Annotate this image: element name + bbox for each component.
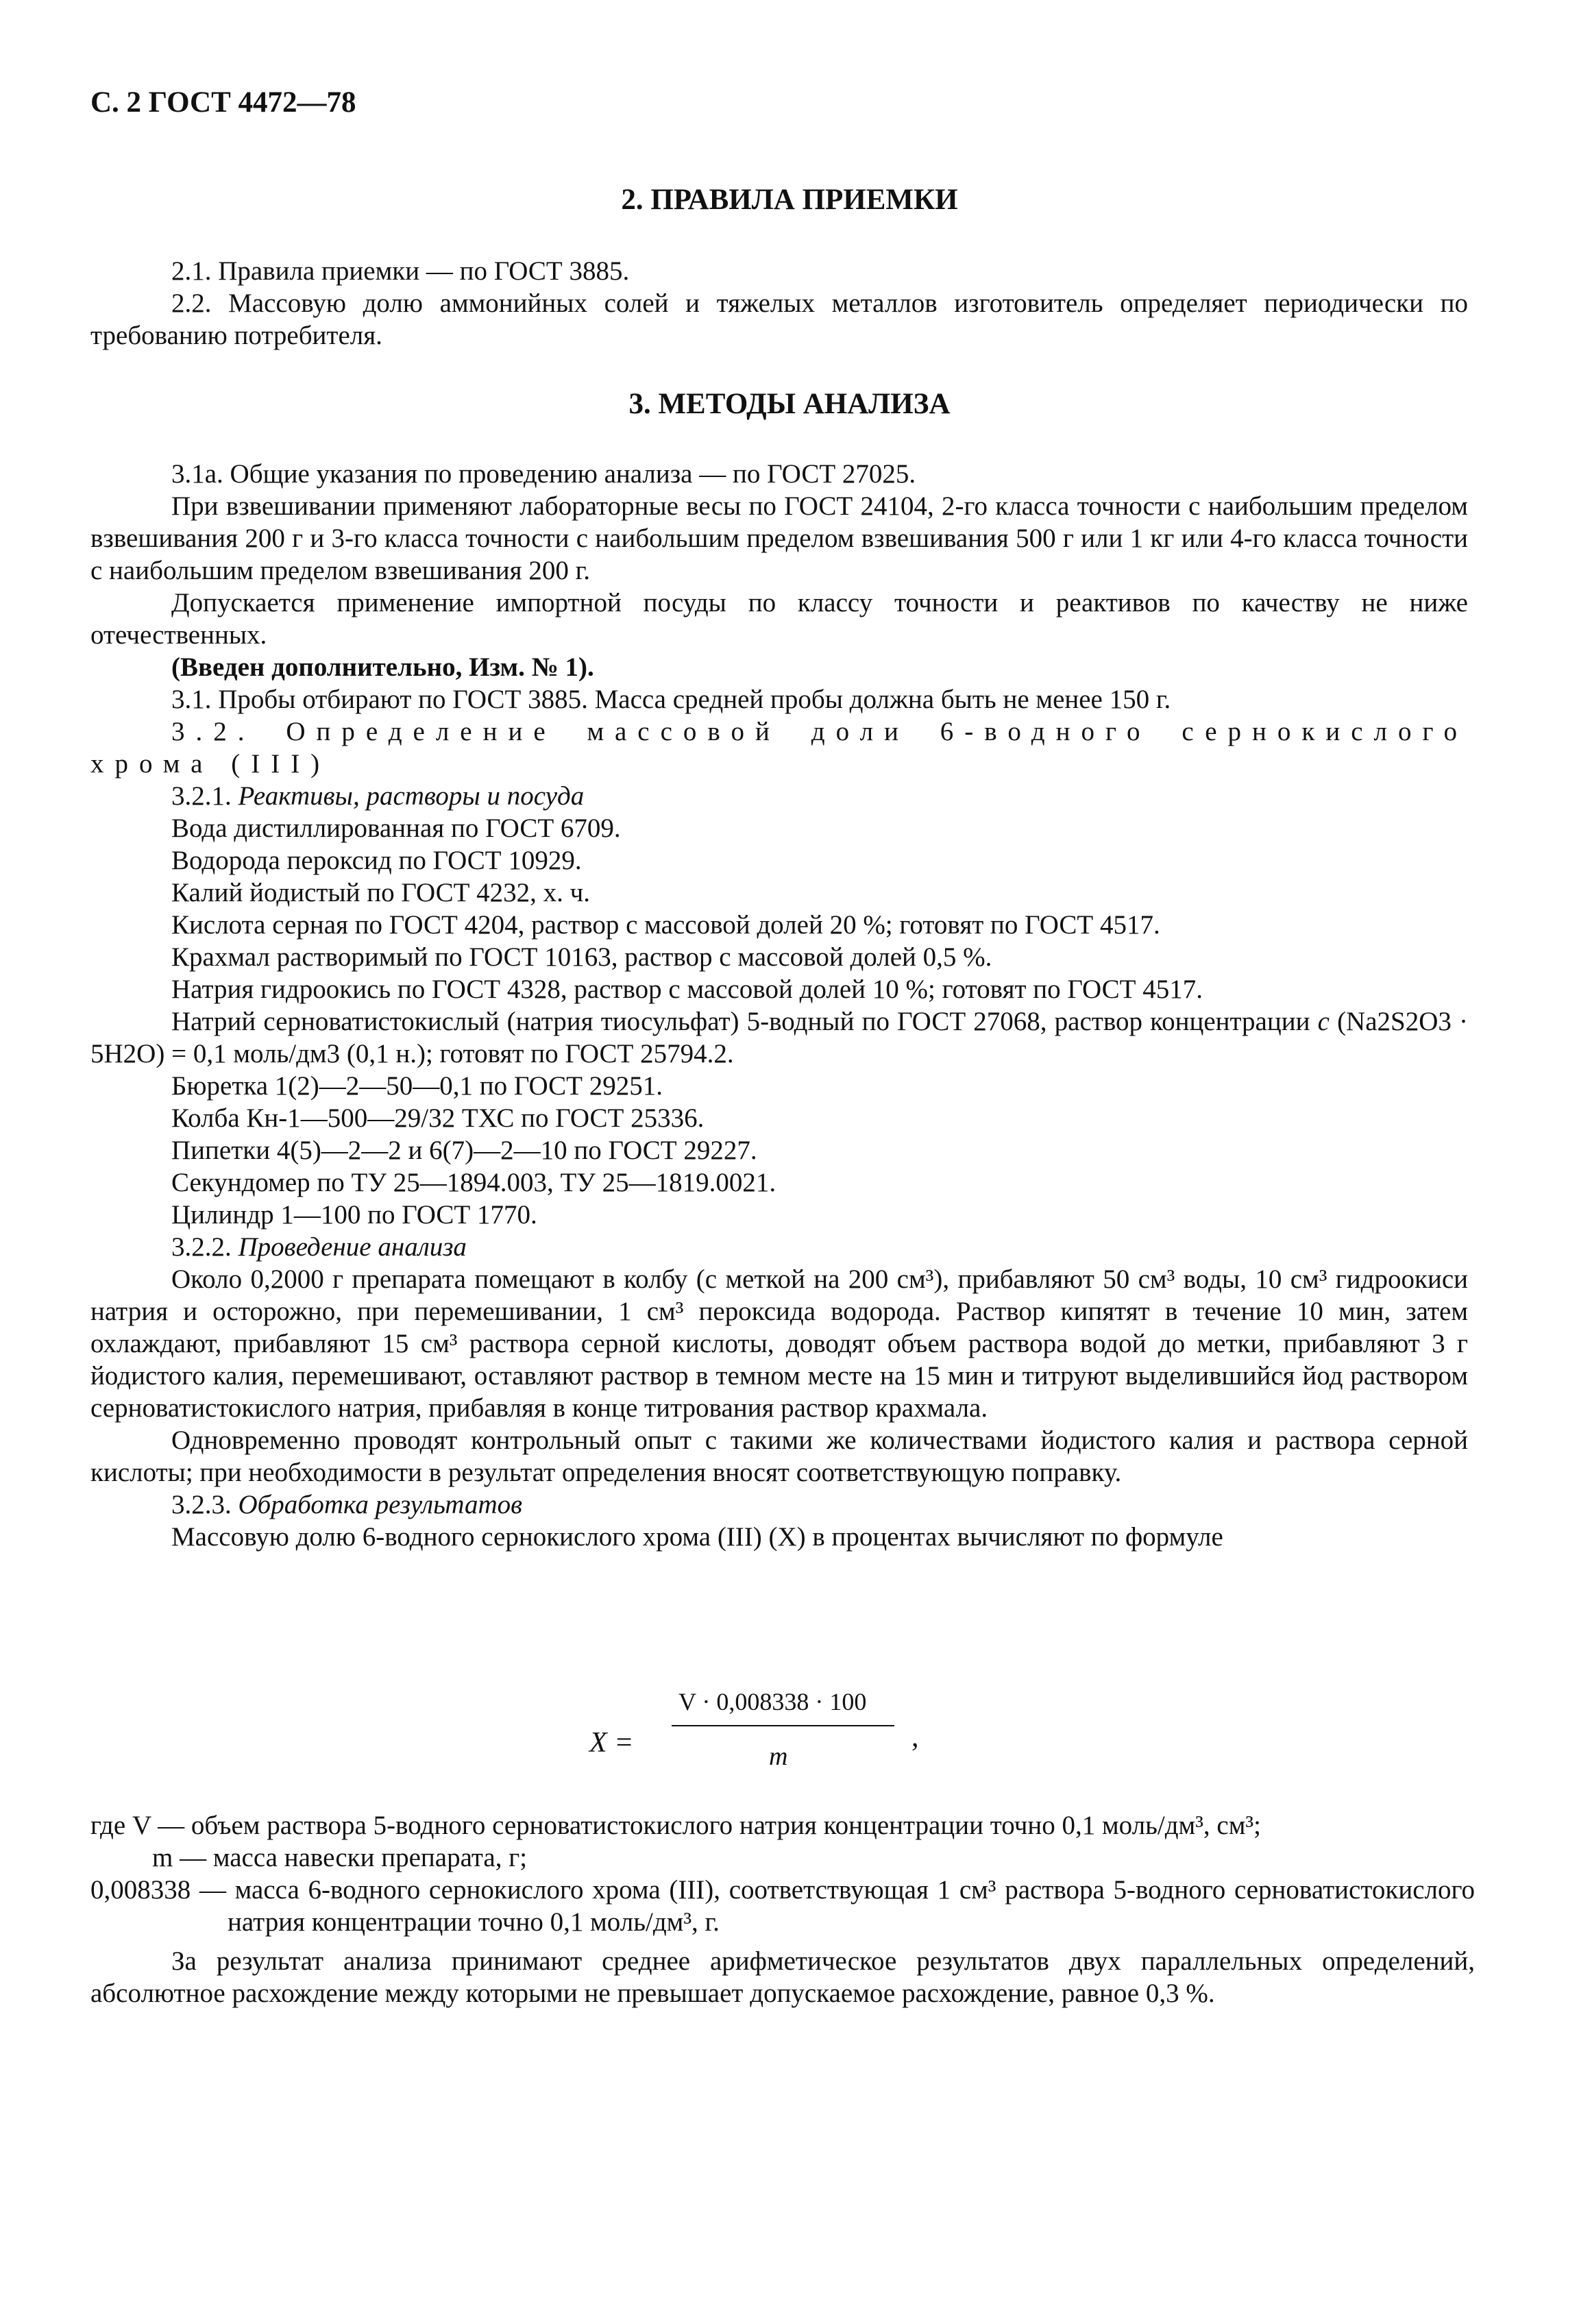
legend-m: m — масса навески препарата, г; [152, 1843, 528, 1872]
result-paragraph: За результат анализа принимают среднее арифметическое результатов двух параллельных определений, абсолютное расхождение между которыми не превышает допускаемое расхождение, равное 0,3 %. [90, 1946, 1475, 2008]
section-2-title: 2. ПРАВИЛА ПРИЕМКИ [621, 184, 958, 216]
clause-heading: Реактивы, растворы и посуда [238, 781, 585, 811]
formula-numerator: V · 0,008338 · 100 [678, 1688, 867, 1715]
control-paragraph: Одновременно проводят контрольный опыт с такими же количествами йодистого калия и раствора серной кислоты; при необходимости в результат определения вносят соответствующую поправку. [90, 1426, 1468, 1487]
clause-heading: Обработка результатов [238, 1490, 523, 1519]
reagent-item: Калий йодистый по ГОСТ 4232, х. ч. [171, 878, 591, 907]
clause-3-2: 3.2. Определение массовой доли 6-водного сернокислого хрома (III) [90, 717, 1468, 779]
reagent-item: Вода дистиллированная по ГОСТ 6709. [171, 814, 621, 843]
equipment-item: Бюретка 1(2)—2—50—0,1 по ГОСТ 29251. [171, 1071, 663, 1101]
import-paragraph: Допускается применение импортной посуды по классу точности и реактивов по качеству не ниже отечественных. [90, 588, 1468, 650]
fraction-bar [672, 1725, 894, 1726]
calculation-intro: Массовую долю 6-водного сернокислого хрома (III) (X) в процентах вычисляют по формуле [171, 1522, 1223, 1552]
weighing-paragraph: При взвешивании применяют лабораторные весы по ГОСТ 24104, 2-го класса точности с наибольшим пределом взвешивания 200 г и 3-го класса точности с наибольшим пределом взвешивания 500 г или 1 кг или 4-го класса точности с наибольшим пределом взвешивания 200 г. [90, 491, 1468, 585]
clause-3-2-2 [90, 1231, 1468, 1263]
reagent-item: Водорода пероксид по ГОСТ 10929. [171, 846, 582, 875]
thiosulfate-item [90, 1005, 1468, 1070]
formula-denominator: m [769, 1742, 788, 1771]
reagent-item: Кислота серная по ГОСТ 4204, раствор с массовой долей 20 %; готовят по ГОСТ 4517. [171, 910, 1160, 940]
equipment-item: Пипетки 4(5)—2—2 и 6(7)—2—10 по ГОСТ 29227. [171, 1136, 757, 1165]
clause-heading: Проведение анализа [238, 1232, 467, 1262]
equipment-item: Колба Кн-1—500—29/32 ТХС по ГОСТ 25336. [171, 1103, 705, 1133]
concentration-symbol: c [1317, 1007, 1330, 1036]
reagent-item: Натрия гидроокись по ГОСТ 4328, раствор с массовой долей 10 %; готовят по ГОСТ 4517. [171, 975, 1203, 1004]
clause-number: 3.2.2. [171, 1232, 232, 1262]
clause-3-2-1 [90, 780, 1468, 812]
thiosulfate-concentration: = 0,1 моль/дм3 (0,1 н.); готовят по ГОСТ 25794.2. [171, 1039, 734, 1068]
procedure-paragraph: Около 0,2000 г препарата помещают в колбу (с меткой на 200 см³), прибавляют 50 см³ воды, 10 см³ гидроокиси натрия и осторожно, при перемешивании, 1 см³ пероксида водорода. Раствор кипятят в течение 10 мин, затем охлаждают, прибавляют 15 см³ раствора серной кислоты, доводят объем раствора водой до метки, прибавляют 3 г йодистого калия, перемешивают, оставляют раствор в темном месте на 15 мин и титруют выделившийся йод раствором серноватистокислого натрия, прибавляя в конце титрования раствор крахмала. [90, 1264, 1468, 1423]
equipment-item: Цилиндр 1—100 по ГОСТ 1770. [171, 1200, 537, 1230]
reagent-item: Крахмал растворимый по ГОСТ 10163, раствор с массовой долей 0,5 %. [171, 942, 992, 972]
clause-number: 3.2.1. [171, 781, 232, 811]
legend-k: 0,008338 — масса 6-водного сернокислого хрома (III), соответствующая 1 см³ раствора 5-водного серноватистокислого натрия концентрации точно 0,1 моль/дм³, г. [90, 1875, 1475, 1937]
clause-2-1: 2.1. Правила приемки — по ГОСТ 3885. [171, 256, 630, 286]
thiosulfate-text: Натрий серноватистокислый (натрия тиосульфат) 5-водный по ГОСТ 27068, раствор концентрации [171, 1007, 1310, 1036]
mass-fraction-formula [0, 1680, 1579, 1797]
section-3-body [90, 458, 1468, 1553]
amendment-note: (Введен дополнительно, Изм. № 1). [171, 652, 594, 682]
section-2-body [90, 255, 1468, 352]
clause-3-1a: 3.1а. Общие указания по проведению анализа — по ГОСТ 27025. [171, 459, 916, 489]
formula-lhs: X = [589, 1727, 634, 1759]
clause-2-2: 2.2. Массовую долю аммонийных солей и тяжелых металлов изготовитель определяет периодически по требованию потребителя. [90, 289, 1468, 350]
clause-3-2-3 [90, 1489, 1468, 1521]
page-header: С. 2 ГОСТ 4472—78 [90, 86, 356, 119]
equipment-item: Секундомер по ТУ 25—1894.003, ТУ 25—1819.0021. [171, 1168, 776, 1197]
clause-3-1: 3.1. Пробы отбирают по ГОСТ 3885. Масса средней пробы должна быть не менее 150 г. [171, 685, 1171, 714]
legend-v: где V — объем раствора 5-водного серноватистокислого натрия концентрации точно 0,1 моль/дм³, см³; [90, 1811, 1261, 1840]
thiosulfate-formula: (Na2S2O3 · 5H2O) [90, 1007, 1469, 1068]
formula-legend [90, 1809, 1475, 2009]
clause-number: 3.2.3. [171, 1490, 232, 1519]
section-3-title: 3. МЕТОДЫ АНАЛИЗА [628, 388, 951, 420]
formula-comma: , [911, 1722, 919, 1753]
